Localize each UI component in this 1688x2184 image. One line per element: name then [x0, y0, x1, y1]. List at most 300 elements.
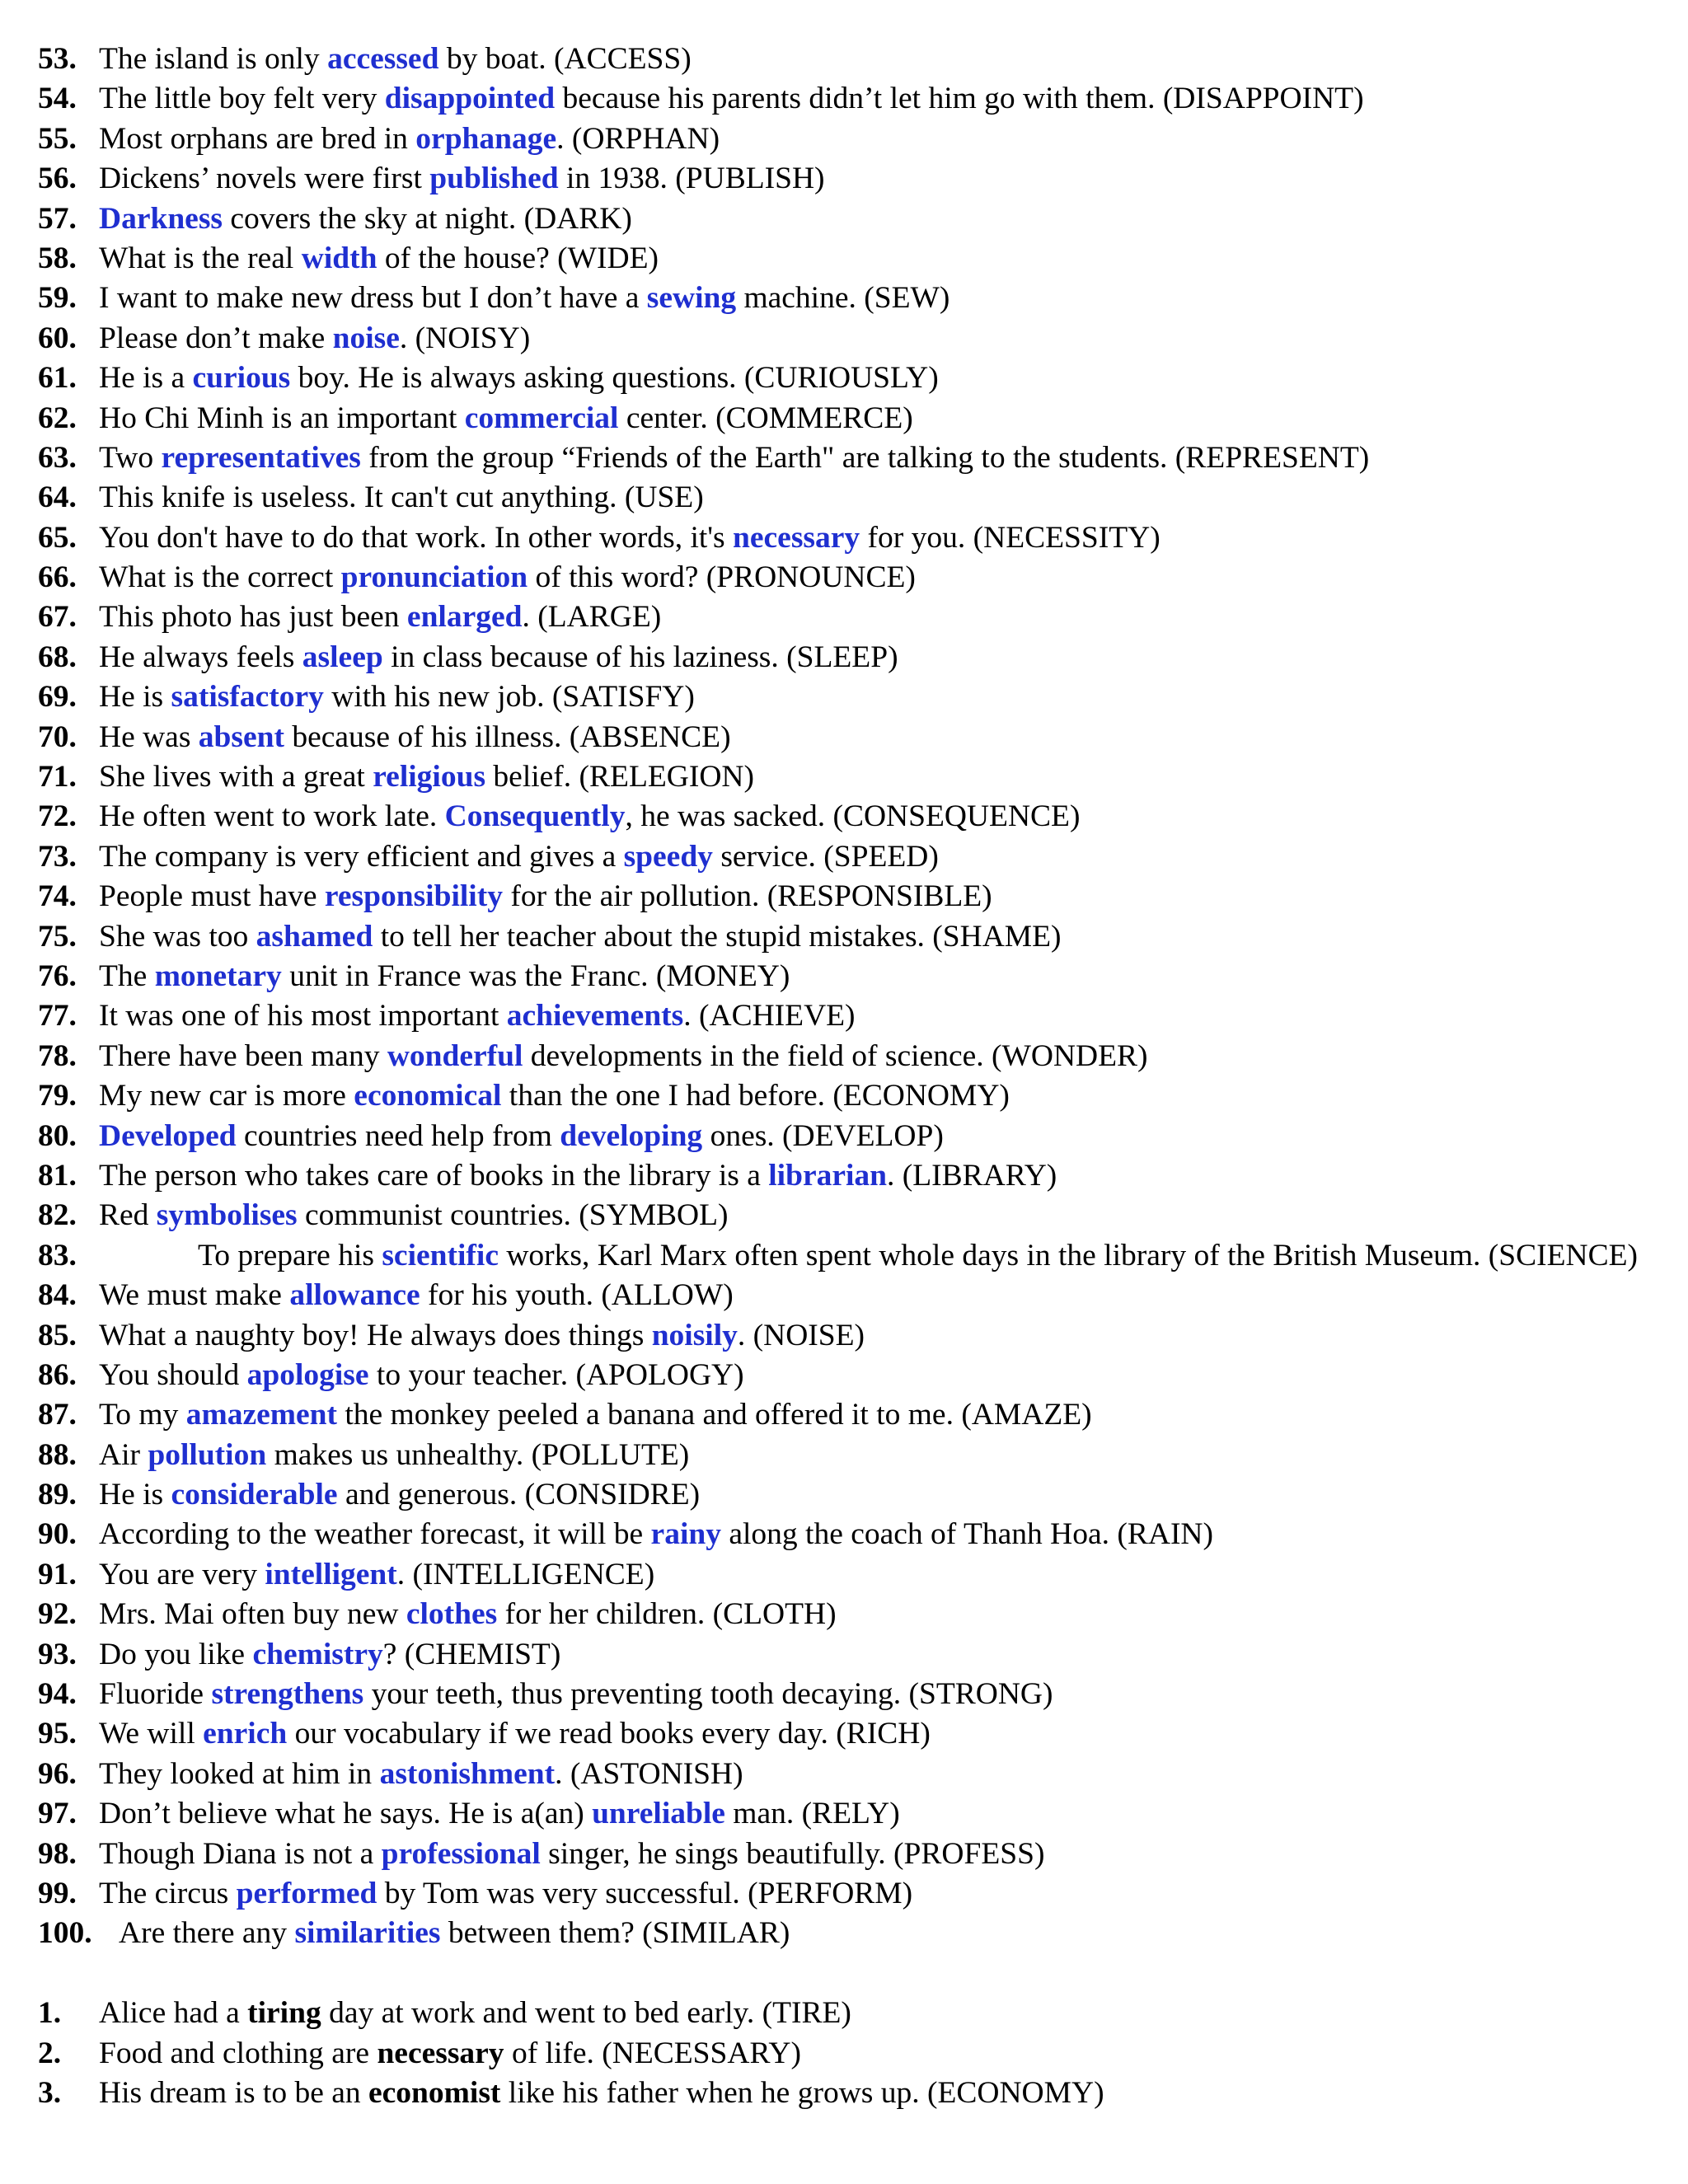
list-item [0, 1236, 1688, 1276]
answer-word: apologise [246, 1357, 369, 1392]
item-sentence [119, 1914, 1655, 1953]
list-item [0, 1316, 1688, 1356]
sentence-text: your teeth, thus preventing tooth decaying. (STRONG) [363, 1677, 1053, 1712]
sentence-text: To prepare his [198, 1238, 382, 1272]
item-sentence [99, 598, 1655, 637]
list-item [0, 877, 1688, 916]
item-number: 84. [38, 1278, 77, 1313]
sentence-text: It was one of his most important [99, 999, 507, 1033]
list-item [0, 1356, 1688, 1395]
list-item [0, 279, 1688, 318]
item-number: 87. [38, 1398, 77, 1432]
sentence-text: to your teacher. (APOLOGY) [368, 1357, 744, 1392]
sentence-text: This photo has just been [99, 600, 407, 635]
item-sentence [99, 2074, 1655, 2113]
answer-word: performed [236, 1876, 377, 1910]
answer-word: rainy [650, 1517, 721, 1552]
item-number: 96. [38, 1756, 77, 1791]
sentence-text: Alice had a [99, 1996, 248, 2031]
item-sentence [99, 558, 1655, 598]
answer-word: sewing [646, 281, 737, 316]
item-sentence [99, 1835, 1655, 1874]
item-number: 92. [38, 1597, 77, 1632]
list-item [0, 1436, 1688, 1475]
item-sentence [99, 1395, 1655, 1435]
list-item [0, 638, 1688, 677]
item-number: 89. [38, 1478, 77, 1512]
list-item [0, 1755, 1688, 1794]
list-item [0, 1994, 1688, 2033]
sentence-text: . (ACHIEVE) [683, 999, 856, 1033]
sentence-text: He often went to work late. [99, 799, 445, 834]
item-number: 83. [38, 1238, 77, 1272]
answer-word: commercial [464, 401, 619, 435]
list-item [0, 558, 1688, 598]
sentence-text: This knife is useless. It can't cut anything. (USE) [99, 480, 704, 515]
sentence-text: makes us unhealthy. (POLLUTE) [266, 1437, 690, 1472]
sentence-text: Do you like [99, 1637, 253, 1671]
list-item [0, 1515, 1688, 1554]
answer-word: noisily [651, 1318, 738, 1352]
item-sentence [99, 1276, 1655, 1315]
item-number: 90. [38, 1517, 77, 1552]
list-item [0, 917, 1688, 957]
item-number: 67. [38, 600, 77, 635]
item-number: 93. [38, 1637, 77, 1671]
item-sentence [99, 518, 1655, 558]
list-item [0, 319, 1688, 359]
sentence-text: for her children. (CLOTH) [497, 1597, 837, 1632]
answer-word: published [429, 162, 559, 196]
answer-word: professional [381, 1836, 541, 1871]
item-sentence [99, 1436, 1655, 1475]
item-number: 94. [38, 1677, 77, 1712]
item-number: 65. [38, 520, 77, 555]
sentence-text: What is the correct [99, 560, 341, 595]
sentence-text: We will [99, 1717, 204, 1751]
item-number: 72. [38, 799, 77, 834]
item-number: 64. [38, 480, 77, 515]
list-item [0, 159, 1688, 199]
answer-word: wonderful [387, 1038, 523, 1073]
item-sentence [99, 1675, 1655, 1714]
answer-word: unreliable [592, 1797, 725, 1831]
sentence-text: belief. (RELEGION) [485, 760, 754, 794]
item-sentence [99, 478, 1655, 518]
answer-word: absent [198, 719, 284, 754]
exercise-document [0, 40, 1688, 2113]
sentence-text: People must have [99, 879, 325, 914]
list-item [0, 399, 1688, 438]
list-item [0, 478, 1688, 518]
item-sentence [99, 359, 1655, 398]
item-number: 71. [38, 760, 77, 794]
sentence-text: Air [99, 1437, 148, 1472]
sentence-text: Most orphans are bred in [99, 121, 416, 156]
item-number: 81. [38, 1158, 77, 1193]
sentence-text: . (NOISE) [737, 1318, 865, 1352]
sentence-text: Though Diana is not a [99, 1836, 382, 1871]
list-item [0, 1794, 1688, 1834]
sentence-text: What is the real [99, 241, 302, 275]
sentence-text: There have been many [99, 1038, 387, 1073]
answer-list-section-2 [0, 1994, 1688, 2113]
item-sentence [99, 1555, 1655, 1595]
answer-word: representatives [161, 440, 361, 475]
sentence-text: Red [99, 1198, 157, 1233]
answer-word: asleep [302, 640, 383, 674]
sentence-text: . (LIBRARY) [887, 1158, 1057, 1193]
list-item [0, 996, 1688, 1036]
sentence-text: The island is only [99, 42, 328, 76]
sentence-text: His dream is to be an [99, 2075, 369, 2110]
list-item [0, 1835, 1688, 1874]
answer-word: Consequently [444, 799, 626, 834]
item-number: 70. [38, 719, 77, 754]
list-item [0, 598, 1688, 637]
item-sentence [99, 120, 1655, 159]
sentence-text: center. (COMMERCE) [618, 401, 913, 435]
sentence-text: countries need help from [236, 1118, 560, 1153]
item-sentence [99, 797, 1655, 837]
sentence-text: works, Karl Marx often spent whole days in the library of the British Museum. (SCIENCE) [498, 1238, 1639, 1272]
answer-word: pronunciation [340, 560, 528, 595]
answer-word: accessed [327, 42, 439, 76]
sentence-text: between them? (SIMILAR) [440, 1916, 790, 1951]
sentence-text: You are very [99, 1557, 265, 1591]
sentence-text: along the coach of Thanh Hoa. (RAIN) [720, 1517, 1214, 1552]
item-sentence [99, 239, 1655, 279]
item-number: 66. [38, 560, 77, 595]
item-number: 69. [38, 680, 77, 715]
item-number: 63. [38, 440, 77, 475]
list-item [0, 757, 1688, 797]
answer-word: economist [368, 2075, 501, 2110]
list-item [0, 79, 1688, 119]
sentence-text: and generous. (CONSIDRE) [337, 1478, 701, 1512]
sentence-text: from the group “Friends of the Earth" are talking to the students. (REPRESENT) [360, 440, 1370, 475]
item-number: 78. [38, 1038, 77, 1073]
sentence-text: of this word? (PRONOUNCE) [528, 560, 916, 595]
list-item [0, 1874, 1688, 1914]
answer-word: noise [332, 321, 400, 355]
answer-word: speedy [623, 839, 713, 874]
item-sentence [99, 1994, 1655, 2033]
item-number: 59. [38, 281, 77, 316]
answer-word: religious [373, 760, 486, 794]
sentence-text: . (ORPHAN) [556, 121, 720, 156]
list-item [0, 1555, 1688, 1595]
item-sentence [99, 199, 1655, 239]
answer-word: symbolises [156, 1198, 298, 1233]
list-item [0, 797, 1688, 837]
answer-word: Darkness [99, 201, 223, 236]
answer-word: astonishment [379, 1756, 556, 1791]
item-number: 3. [38, 2075, 62, 2110]
sentence-text: She was too [99, 919, 256, 954]
answer-word: economical [354, 1079, 502, 1113]
sentence-text: because of his illness. (ABSENCE) [284, 719, 731, 754]
item-number: 77. [38, 999, 77, 1033]
sentence-text: man. (RELY) [724, 1797, 900, 1831]
item-sentence [99, 319, 1655, 359]
sentence-text: My new car is more [99, 1079, 354, 1113]
sentence-text: The person who takes care of books in the library is a [99, 1158, 769, 1193]
item-number: 79. [38, 1079, 77, 1113]
answer-word: necessary [377, 2036, 504, 2070]
sentence-text: . (LARGE) [522, 600, 662, 635]
item-sentence [99, 399, 1655, 438]
sentence-text: of life. (NECESSARY) [504, 2036, 801, 2070]
item-sentence [198, 1236, 1688, 1276]
sentence-text: They looked at him in [99, 1756, 380, 1791]
sentence-text: You don't have to do that work. In other words, it's [99, 520, 734, 555]
list-item [0, 1675, 1688, 1714]
sentence-text: The little boy felt very [99, 82, 385, 116]
list-item [0, 199, 1688, 239]
item-sentence [99, 1595, 1655, 1634]
list-item [0, 1475, 1688, 1515]
item-number: 75. [38, 919, 77, 954]
answer-word: tiring [247, 1996, 321, 2031]
answer-word: necessary [733, 520, 860, 555]
item-sentence [99, 1356, 1655, 1395]
item-sentence [99, 79, 1655, 119]
list-item [0, 1196, 1688, 1235]
item-sentence [99, 159, 1655, 199]
item-sentence [99, 2034, 1655, 2074]
list-item [0, 1635, 1688, 1675]
list-item [0, 1395, 1688, 1435]
sentence-text: communist countries. (SYMBOL) [297, 1198, 729, 1233]
item-sentence [99, 1316, 1655, 1356]
answer-word: satisfactory [171, 680, 324, 715]
sentence-text: According to the weather forecast, it will be [99, 1517, 651, 1552]
answer-word: librarian [768, 1158, 888, 1193]
item-number: 62. [38, 401, 77, 435]
sentence-text: ? (CHEMIST) [382, 1637, 561, 1671]
sentence-text: for the air pollution. (RESPONSIBLE) [502, 879, 992, 914]
item-number: 80. [38, 1118, 77, 1153]
list-item [0, 1914, 1688, 1953]
item-number: 76. [38, 958, 77, 993]
sentence-text: in class because of his laziness. (SLEEP) [382, 640, 898, 674]
item-number: 56. [38, 162, 77, 196]
sentence-text: The [99, 958, 155, 993]
item-sentence [99, 1714, 1655, 1754]
sentence-text: with his new job. (SATISFY) [323, 680, 695, 715]
answer-word: allowance [289, 1278, 420, 1313]
item-sentence [99, 1755, 1655, 1794]
sentence-text: . (INTELLIGENCE) [396, 1557, 655, 1591]
answer-word: curious [192, 361, 291, 396]
item-number: 86. [38, 1357, 77, 1392]
sentence-text: The company is very efficient and gives a [99, 839, 624, 874]
item-sentence [99, 757, 1655, 797]
sentence-text: ones. (DEVELOP) [702, 1118, 944, 1153]
item-sentence [99, 279, 1655, 318]
item-sentence [99, 1515, 1655, 1554]
item-sentence [99, 1794, 1655, 1834]
sentence-text: To my [99, 1398, 186, 1432]
answer-word: enrich [203, 1717, 288, 1751]
sentence-text: of the house? (WIDE) [377, 241, 659, 275]
list-item [0, 2074, 1688, 2113]
answer-word: Developed [99, 1118, 237, 1153]
sentence-text: He is [99, 1478, 171, 1512]
sentence-text: I want to make new dress but I don’t have a [99, 281, 647, 316]
sentence-text: Two [99, 440, 162, 475]
item-number: 58. [38, 241, 77, 275]
answer-word: similarities [294, 1916, 441, 1951]
section-gap [0, 1954, 1688, 1994]
item-sentence [99, 1475, 1655, 1515]
answer-word: chemistry [252, 1637, 383, 1671]
item-number: 55. [38, 121, 77, 156]
item-number: 54. [38, 82, 77, 116]
item-sentence [99, 837, 1655, 877]
sentence-text: our vocabulary if we read books every day. (RICH) [287, 1717, 931, 1751]
answer-word: width [301, 241, 377, 275]
sentence-text: for his youth. (ALLOW) [420, 1278, 734, 1313]
sentence-text: developments in the field of science. (WONDER) [523, 1038, 1148, 1073]
sentence-text: Mrs. Mai often buy new [99, 1597, 406, 1632]
sentence-text: You should [99, 1357, 247, 1392]
item-sentence [99, 1037, 1655, 1076]
sentence-text: day at work and went to bed early. (TIRE) [321, 1996, 851, 2031]
item-sentence [99, 1196, 1655, 1235]
sentence-text: What a naughty boy! He always does things [99, 1318, 652, 1352]
item-sentence [99, 40, 1655, 79]
item-number: 88. [38, 1437, 77, 1472]
answer-word: orphanage [415, 121, 557, 156]
item-number: 98. [38, 1836, 77, 1871]
sentence-text: because his parents didn’t let him go with them. (DISAPPOINT) [555, 82, 1364, 116]
answer-word: strengthens [211, 1677, 364, 1712]
answer-word: responsibility [324, 879, 503, 914]
answer-word: ashamed [256, 919, 373, 954]
list-item [0, 359, 1688, 398]
item-sentence [99, 877, 1655, 916]
answer-word: scientific [382, 1238, 499, 1272]
sentence-text: for you. (NECESSITY) [860, 520, 1160, 555]
sentence-text: covers the sky at night. (DARK) [223, 201, 632, 236]
list-item [0, 1037, 1688, 1076]
sentence-text: Don’t believe what he says. He is a(an) [99, 1797, 593, 1831]
answer-word: developing [560, 1118, 703, 1153]
sentence-text: Fluoride [99, 1677, 212, 1712]
answer-word: disappointed [384, 82, 556, 116]
item-sentence [99, 638, 1655, 677]
item-number: 74. [38, 879, 77, 914]
item-number: 99. [38, 1876, 77, 1910]
sentence-text: He is [99, 680, 171, 715]
answer-word: monetary [154, 958, 282, 993]
sentence-text: He was [99, 719, 199, 754]
list-item [0, 1117, 1688, 1156]
sentence-text: unit in France was the Franc. (MONEY) [281, 958, 790, 993]
list-item [0, 1076, 1688, 1116]
item-number: 95. [38, 1717, 77, 1751]
sentence-text: in 1938. (PUBLISH) [558, 162, 825, 196]
item-number: 1. [38, 1996, 62, 2031]
item-sentence [99, 1156, 1655, 1196]
sentence-text: Are there any [119, 1916, 295, 1951]
list-item [0, 2034, 1688, 2074]
answer-list-section-1 [0, 40, 1688, 1954]
sentence-text: by boat. (ACCESS) [438, 42, 692, 76]
item-sentence [99, 718, 1655, 757]
sentence-text: than the one I had before. (ECONOMY) [501, 1079, 1010, 1113]
item-number: 61. [38, 361, 77, 396]
answer-word: achievements [506, 999, 684, 1033]
sentence-text: service. (SPEED) [712, 839, 939, 874]
answer-word: pollution [148, 1437, 267, 1472]
sentence-text: to tell her teacher about the stupid mistakes. (SHAME) [373, 919, 1062, 954]
item-number: 60. [38, 321, 77, 355]
sentence-text: Dickens’ novels were first [99, 162, 430, 196]
list-item [0, 718, 1688, 757]
sentence-text: Ho Chi Minh is an important [99, 401, 465, 435]
sentence-text: the monkey peeled a banana and offered it to me. (AMAZE) [336, 1398, 1092, 1432]
sentence-text: like his father when he grows up. (ECONOMY) [500, 2075, 1104, 2110]
sentence-text: boy. He is always asking questions. (CURIOUSLY) [290, 361, 939, 396]
item-number: 57. [38, 201, 77, 236]
answer-word: considerable [171, 1478, 338, 1512]
item-sentence [99, 957, 1655, 996]
item-number: 85. [38, 1318, 77, 1352]
sentence-text: . (ASTONISH) [555, 1756, 743, 1791]
item-number: 73. [38, 839, 77, 874]
item-sentence [99, 917, 1655, 957]
sentence-text: We must make [99, 1278, 290, 1313]
item-number: 68. [38, 640, 77, 674]
item-sentence [99, 1874, 1655, 1914]
list-item [0, 40, 1688, 79]
sentence-text: by Tom was very successful. (PERFORM) [377, 1876, 913, 1910]
sentence-text: . (NOISY) [399, 321, 531, 355]
sentence-text: singer, he sings beautifully. (PROFESS) [540, 1836, 1045, 1871]
list-item [0, 438, 1688, 478]
item-number: 100. [38, 1916, 92, 1951]
sentence-text: He always feels [99, 640, 302, 674]
sentence-text: The circus [99, 1876, 237, 1910]
item-number: 2. [38, 2036, 62, 2070]
list-item [0, 518, 1688, 558]
sentence-text: Please don’t make [99, 321, 333, 355]
item-number: 82. [38, 1198, 77, 1233]
item-number: 91. [38, 1557, 77, 1591]
list-item [0, 1276, 1688, 1315]
item-sentence [99, 1076, 1655, 1116]
sentence-text: machine. (SEW) [736, 281, 950, 316]
sentence-text: , he was sacked. (CONSEQUENCE) [625, 799, 1081, 834]
list-item [0, 1714, 1688, 1754]
item-sentence [99, 1117, 1655, 1156]
list-item [0, 120, 1688, 159]
answer-word: amazement [185, 1398, 337, 1432]
answer-word: clothes [406, 1597, 498, 1632]
item-sentence [99, 1635, 1655, 1675]
item-number: 53. [38, 42, 77, 76]
item-number: 97. [38, 1797, 77, 1831]
list-item [0, 677, 1688, 717]
item-sentence [99, 996, 1655, 1036]
list-item [0, 239, 1688, 279]
answer-word: enlarged [406, 600, 523, 635]
list-item [0, 1595, 1688, 1634]
item-sentence [99, 438, 1655, 478]
